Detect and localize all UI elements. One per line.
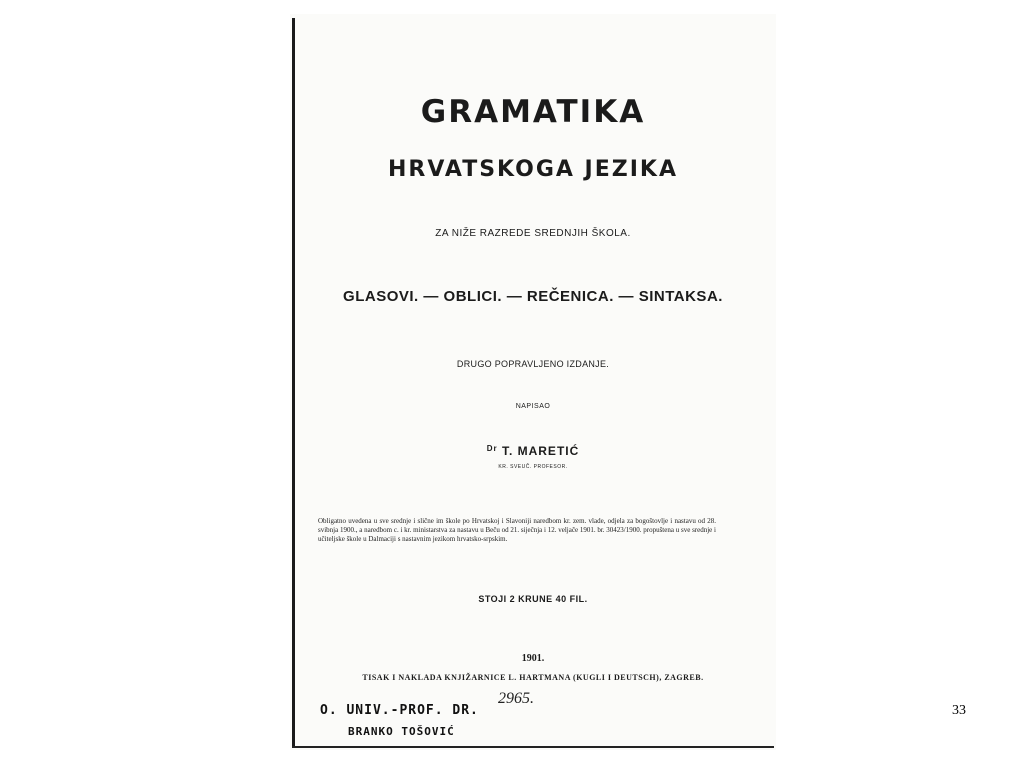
- book-subtitle: ZA NIŽE RAZREDE SREDNJIH ŠKOLA.: [435, 228, 631, 239]
- slide-number: 33: [952, 703, 966, 718]
- wrote-by-label: NAPISAO: [515, 403, 551, 410]
- publication-year: 1901.: [521, 653, 545, 664]
- owner-stamp-line2: BRANKO TOŠOVIĆ: [348, 725, 455, 738]
- author-name: [290, 444, 776, 458]
- handwritten-number: 2965.: [498, 690, 534, 707]
- book-title: GRAMATIKA: [420, 94, 646, 130]
- scanned-title-page: [290, 14, 776, 750]
- book-title-line2: HRVATSKOGA JEZIKA: [388, 157, 678, 182]
- edition-line: DRUGO POPRAVLJENO IZDANJE.: [456, 359, 610, 369]
- page-bottom-border: [292, 746, 774, 748]
- author-prefix: Dr: [486, 444, 498, 453]
- price-line: STOJI 2 KRUNE 40 FIL.: [478, 594, 588, 604]
- book-parts: GLASOVI. — OBLICI. — REČENICA. — SINTAKSA.: [343, 288, 723, 305]
- owner-stamp-line1: O. UNIV.-PROF. DR.: [320, 703, 479, 718]
- author-text: T. MARETIĆ: [501, 444, 580, 458]
- printer-line: TISAK I NAKLADA KNJIŽARNICE L. HARTMANA (KUGLI I DEUTSCH), ZAGREB.: [362, 673, 704, 682]
- author-role: KR. SVEUČ. PROFESOR.: [498, 464, 568, 470]
- approval-notice: Obligatno uvedena u sve srednje i slične im škole po Hrvatskoj i Slavoniji naredbom kr. zem. vlade, odjela za bogoštovlje i nastavu od 28. svibnja 1900., a naredbom c. i kr. ministarstva za nastavu u Beču od 21. siječnja i 12. veljače 1901. br. 30423/1900. propuštena u sve srednje i učiteljske škole u Dalmaciji s nastavnim jezikom hrvatsko-srpskim.: [318, 517, 716, 543]
